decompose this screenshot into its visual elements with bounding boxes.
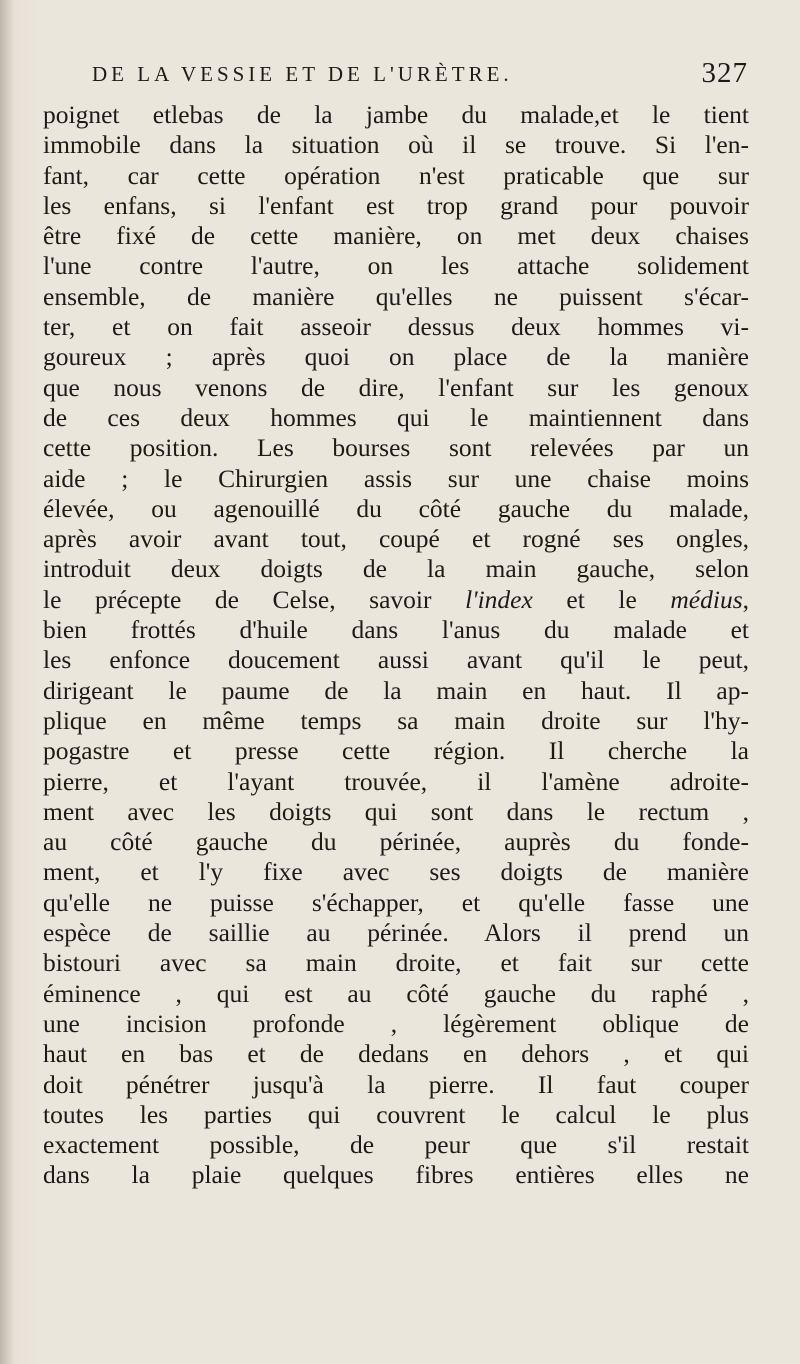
text-line: aide ; le Chirurgien assis sur une chaise moins — [43, 463, 749, 493]
running-head — [92, 57, 748, 102]
italic-term: l'index — [465, 584, 533, 614]
text-line: immobile dans la situation où il se trouve. Si l'en- — [43, 130, 749, 160]
page-number: 327 — [701, 57, 748, 89]
text-line: toutes les parties qui couvrent le calcul le plus — [43, 1099, 749, 1129]
text-line: de ces deux hommes qui le maintiennent dans — [43, 402, 749, 432]
text-line: élevée, ou agenouillé du côté gauche du malade, — [43, 493, 749, 523]
text-line: dirigeant le paume de la main en haut. Il ap- — [43, 675, 749, 705]
text-line: ensemble, de manière qu'elles ne puissent s'écar- — [43, 281, 749, 311]
text-line: que nous venons de dire, l'enfant sur les genoux — [43, 372, 749, 402]
text-line: espèce de saillie au périnée. Alors il prend un — [43, 918, 749, 948]
text-line: cette position. Les bourses sont relevées par un — [43, 433, 749, 463]
text-line: après avoir avant tout, coupé et rogné ses ongles, — [43, 524, 749, 554]
italic-term: médius — [670, 584, 743, 614]
text-line: dans la plaie quelques fibres entières elles ne — [43, 1160, 749, 1190]
text-line: les enfonce doucement aussi avant qu'il le peut, — [43, 645, 749, 675]
text-line: ment avec les doigts qui sont dans le rectum , — [43, 796, 749, 826]
text-line: plique en même temps sa main droite sur l'hy- — [43, 705, 749, 735]
text-line: doit pénétrer jusqu'à la pierre. Il faut couper — [43, 1069, 749, 1099]
text-line: les enfans, si l'enfant est trop grand pour pouvoir — [43, 190, 749, 220]
text-line: au côté gauche du périnée, auprès du fonde- — [43, 827, 749, 857]
text-line: exactement possible, de peur que s'il restait — [43, 1130, 749, 1160]
running-head-title: DE LA VESSIE ET DE L'URÈTRE. — [92, 62, 513, 86]
text-line: introduit deux doigts de la main gauche, selon — [43, 554, 749, 584]
text-line: ment, et l'y fixe avec ses doigts de manière — [43, 857, 749, 887]
text-line: qu'elle ne puisse s'échapper, et qu'elle fasse une — [43, 887, 749, 917]
text-line: pogastre et presse cette région. Il cherche la — [43, 736, 749, 766]
text-line: bistouri avec sa main droite, et fait sur cette — [43, 948, 749, 978]
text-line: être fixé de cette manière, on met deux chaises — [43, 221, 749, 251]
text-line: fant, car cette opération n'est praticable que sur — [43, 160, 749, 190]
text-line: une incision profonde , légèrement oblique de — [43, 1008, 749, 1038]
text-line: goureux ; après quoi on place de la manière — [43, 342, 749, 372]
page-gutter-shadow — [0, 0, 14, 1364]
text-line: bien frottés d'huile dans l'anus du malade et — [43, 615, 749, 645]
text-line: haut en bas et de dedans en dehors , et qui — [43, 1039, 749, 1069]
text-line: ter, et on fait asseoir dessus deux hommes vi- — [43, 312, 749, 342]
text-line: l'une contre l'autre, on les attache solidement — [43, 251, 749, 281]
text-line: poignet etlebas de la jambe du malade,et le tient — [43, 100, 749, 129]
body-text — [43, 100, 749, 1191]
text-line: le précepte de Celse, savoir l'index et le médius, — [43, 584, 749, 614]
text-line: pierre, et l'ayant trouvée, il l'amène adroite- — [43, 766, 749, 796]
text-line: éminence , qui est au côté gauche du raphé , — [43, 978, 749, 1008]
